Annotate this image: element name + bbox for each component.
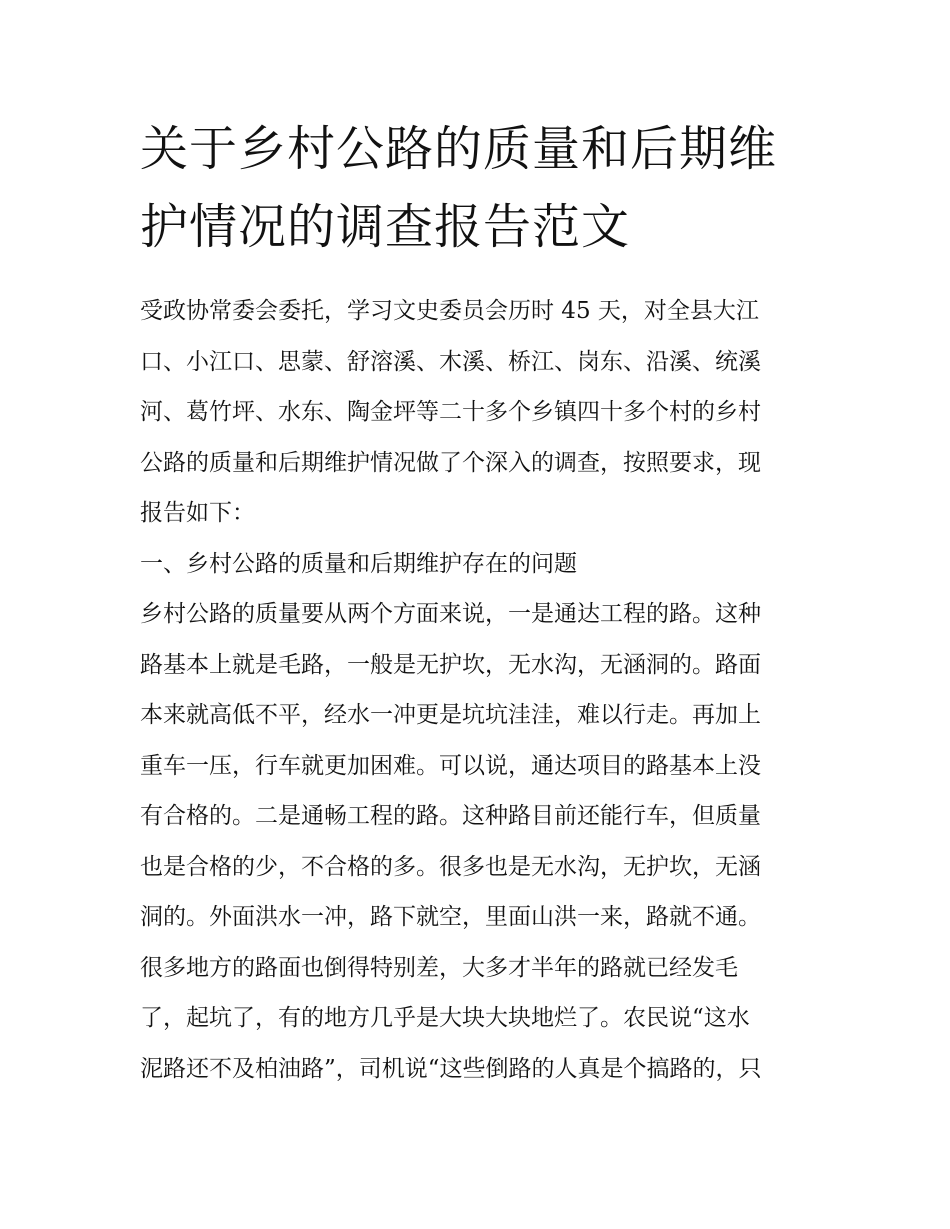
- heading-line: 一、乡村公路的质量和后期维护存在的问题: [140, 550, 577, 577]
- text-line: 口、小江口、思蒙、舒溶溪、木溪、桥江、岗东、沿溪、统溪: [140, 348, 761, 375]
- text-line: 受政协常委会委托，学习文史委员会历时 45 天，对全县大江: [140, 298, 759, 324]
- title-line: 护情况的调查报告范文: [140, 199, 631, 255]
- section-paragraph: [140, 589, 812, 1094]
- text-line: 本来就高低不平，经水一冲更是坑坑洼洼，难以行走。再加上: [140, 702, 761, 728]
- text-line: 公路的质量和后期维护情况做了个深入的调查，按照要求，现: [140, 449, 761, 476]
- text-line: 洞的。外面洪水一冲，路下就空，里面山洪一来，路就不通。: [140, 904, 761, 930]
- document-title: [140, 110, 812, 266]
- text-line: 报告如下：: [140, 500, 255, 526]
- document-page: [140, 110, 812, 1094]
- text-line: 了，起坑了，有的地方几乎是大块大块地烂了。农民说“这水: [140, 1005, 750, 1031]
- document-body: [140, 286, 812, 1094]
- text-line: 路基本上就是毛路，一般是无护坎，无水沟，无涵洞的。路面: [140, 651, 761, 678]
- text-line: 也是合格的少，不合格的多。很多也是无水沟，无护坎，无涵: [140, 853, 761, 880]
- text-line: 很多地方的路面也倒得特别差，大多才半年的路就已经发毛: [140, 954, 738, 981]
- intro-paragraph: [140, 286, 812, 539]
- text-line: 重车一压，行车就更加困难。可以说，通达项目的路基本上没: [140, 752, 761, 779]
- section-heading: [140, 539, 812, 590]
- title-line: 关于乡村公路的质量和后期维: [140, 121, 778, 177]
- text-line: 乡村公路的质量要从两个方面来说，一是通达工程的路。这种: [140, 601, 761, 627]
- text-line: 有合格的。二是通畅工程的路。这种路目前还能行车，但质量: [140, 803, 761, 829]
- text-line: 河、葛竹坪、水东、陶金坪等二十多个乡镇四十多个村的乡村: [140, 399, 761, 425]
- text-line: 泥路还不及柏油路”，司机说“这些倒路的人真是个搞路的，只: [140, 1055, 762, 1082]
